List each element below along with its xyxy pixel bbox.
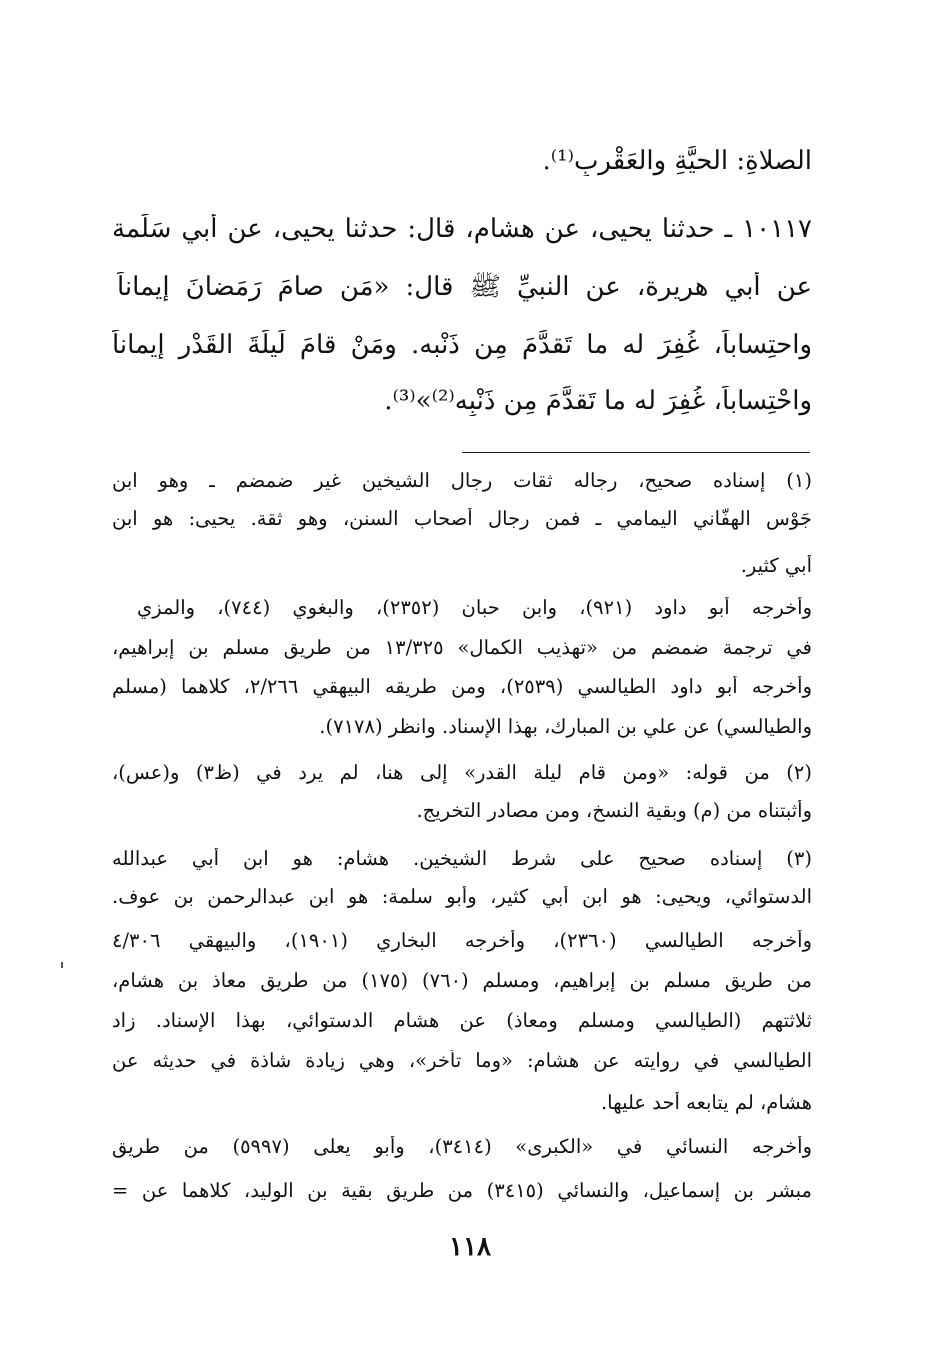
footnote-separator — [462, 452, 810, 453]
footnote-line: وأثبتناه من (م) وبقية النسخ، ومن مصادر التخريج. — [416, 800, 812, 822]
footnote-line: في ترجمة ضمضم من «تهذيب الكمال» ١٣/٣٢٥ من طريق مسلم بن إبراهيم، — [112, 637, 812, 659]
main-line: واحْتِساباً، غُفِرَ له ما تَقدَّمَ مِن ذَنْبِه⁽²⁾»⁽³⁾. — [384, 386, 812, 416]
main-line: ١٠١١٧ ـ حدثنا يحيى، عن هشامٍ، قال: حدثنا يحيى، عن أبي سَلَمة — [112, 214, 812, 244]
footnote-line: وأخرجه أبو داود الطيالسي (٢٥٣٩)، ومن طريقه البيهقي ٢/٢٦٦، كلاهما (مسلم — [112, 676, 812, 698]
footnote-line: هشام، لم يتابعه أحد عليها. — [600, 1092, 812, 1114]
footnote-line: (٣) إسناده صحيح على شرط الشيخين. هشام: هو ابن أبي عبدالله — [112, 848, 812, 870]
footnote-line: جَوْسٍ الهِفَّاني اليمامي ـ فمن رجال أصحاب السنن، وهو ثقة. يحيى: هو ابن — [112, 508, 812, 530]
main-line: عن أبي هريرة، عن النبيِّ ﷺ قال: «مَن صامَ رَمَضانَ إيماناً — [117, 272, 812, 302]
footnote-line: (٢) من قوله: «ومن قام ليلة القدر» إلى هنا، لم يرد في (ظ٣) و(عس)، — [112, 762, 812, 784]
footnote-line: الدستوائي، ويحيى: هو ابن أبي كثير، وأبو سلمة: هو ابن عبدالرحمن بن عوف. — [112, 886, 812, 908]
footnote-line: وأخرجه الطيالسي (٢٣٦٠)، وأخرجه البخاري (١٩٠١)، والبيهقي ٤/٣٠٦ — [112, 930, 812, 952]
footnote-line: أبي كثير. — [740, 555, 812, 577]
main-line: واحتِساباً، غُفِرَ له ما تَقدَّمَ مِن ذَنْبه. ومَنْ قامَ لَيلَةَ القَدْرِ إيماناً — [112, 330, 812, 360]
footnote-line: وأخرجه أبو داود (٩٢١)، وابن حبان (٢٣٥٢)، والبغوي (٧٤٤)، والمزي — [137, 597, 812, 619]
footnote-line: (١) إسناده صحيح، رجاله ثقات رجال الشيخين غير ضمضم ـ وهو ابن — [112, 470, 812, 492]
page-number: ١١٨ — [449, 1232, 491, 1262]
footnote-line: والطيالسي) عن علي بن المبارك، بهذا الإسناد. وانظر (٧١٧٨). — [319, 716, 812, 738]
footnote-line: من طريق مسلم بن إبراهيم، ومسلم (٧٦٠) (١٧٥) من طريق معاذ بن هشام، — [112, 970, 812, 992]
main-line: الصلاةِ: الحيَّةِ والعَقْربِ⁽¹⁾. — [542, 146, 812, 176]
footnote-line: مبشر بن إسماعيل، والنسائي (٣٤١٥) من طريق بقية بن الوليد، كلاهما عن = — [112, 1180, 812, 1202]
footnote-line: ثلاثتهم (الطيالسي ومسلم ومعاذ) عن هشام الدستوائي، بهذا الإسناد. زاد — [112, 1010, 812, 1032]
footnote-line: الطيالسي في روايته عن هشام: «وما تأخر»، وهي زيادة شاذة في حديثه عن — [112, 1050, 812, 1072]
margin-mark — [61, 962, 63, 968]
footnote-line: وأخرجه النسائي في «الكبرى» (٣٤١٤)، وأبو يعلى (٥٩٩٧) من طريق — [112, 1136, 812, 1158]
